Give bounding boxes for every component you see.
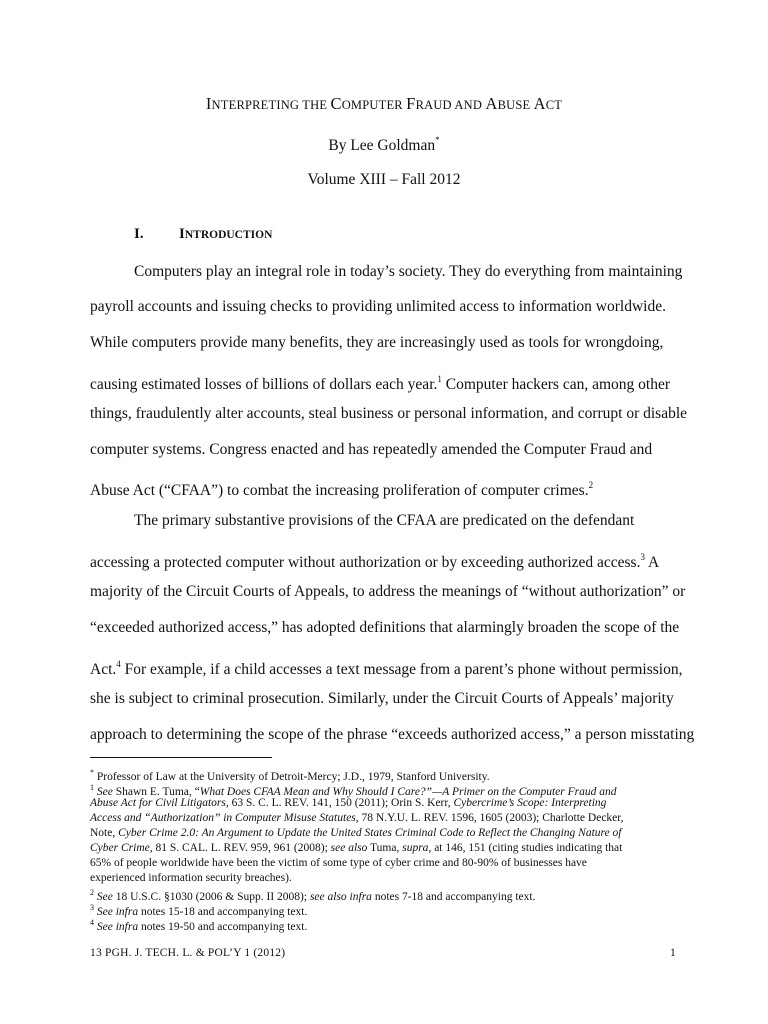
title-part: I	[205, 94, 212, 113]
footnote-text: See infra	[96, 921, 139, 933]
footnote-text: Cyber Crime	[90, 842, 150, 854]
body-line	[90, 547, 659, 573]
title-part: A	[485, 94, 498, 113]
footnote-divider	[90, 757, 272, 758]
footnote-4	[90, 916, 690, 935]
title-part: NTERPRETING THE	[211, 98, 331, 112]
title-part: CT	[545, 98, 563, 112]
footnote-text: notes 15-18 and accompanying text.	[138, 906, 308, 918]
footnote-text: supra	[402, 842, 429, 854]
body-line	[90, 475, 593, 501]
footnote-1-line	[90, 811, 690, 826]
body-line: approach to determining the scope of the phrase “exceeds authorized access,” a person misstating	[90, 726, 695, 743]
body-line: computer systems. Congress enacted and has repeatedly amended the Computer Fraud and	[90, 441, 653, 458]
body-line: The primary substantive provisions of the CFAA are predicated on the defendant	[134, 512, 635, 529]
page-number: 1	[670, 947, 676, 959]
author-footnote-mark: *	[435, 135, 440, 145]
footnote-ref[interactable]: 1	[437, 374, 442, 384]
body-line: she is subject to criminal prosecution. Similarly, under the Circuit Courts of Appeals’ majority	[90, 690, 674, 707]
section-heading	[134, 226, 272, 243]
body-text: Computer hackers can, among other	[441, 376, 670, 393]
footnote-ref[interactable]: 4	[116, 659, 121, 669]
footnote-text: 18 U.S.C. §1030 (2006 & Supp. II 2008);	[112, 891, 310, 903]
footnote-text: notes 7-18 and accompanying text.	[371, 891, 536, 903]
body-text: accessing a protected computer without authorization or by exceeding authorized access.	[90, 554, 641, 571]
title-part: A	[533, 94, 546, 113]
footnote-text: Tuma,	[367, 842, 403, 854]
footnote-text: Shawn E. Tuma, “	[112, 786, 200, 798]
author-name: By Lee Goldman	[328, 137, 436, 154]
title-part: C	[330, 94, 342, 113]
body-text: causing estimated losses of billions of dollars each year.	[90, 376, 438, 393]
body-line: majority of the Circuit Courts of Appeals, to address the meanings of “without authorization” or	[90, 583, 686, 600]
footnote-text: See infra	[96, 906, 139, 918]
footnote-1-line	[90, 841, 690, 856]
section-number: I.	[134, 226, 144, 242]
footnote-text: , 78 N.Y.U. L. REV. 1596, 1605 (2003); Charlotte Decker,	[355, 812, 624, 824]
footnote-1-line: experienced information security breaches).	[90, 872, 292, 884]
section-title-cap: I	[179, 226, 185, 242]
footnote-text: , at 146, 151 (citing studies indicating that	[428, 842, 623, 854]
volume-line: Volume XIII – Fall 2012	[307, 171, 461, 188]
footnote-text: Cybercrime’s Scope: Interpreting	[453, 797, 607, 809]
body-line	[90, 654, 682, 680]
body-line: things, fraudulently alter accounts, steal business or personal information, and corrupt or disable	[90, 405, 688, 422]
section-title-rest: NTRODUCTION	[184, 229, 273, 241]
journal-citation: 13 PGH. J. TECH. L. & POL’Y 1 (2012)	[90, 947, 286, 959]
footnote-text: 63 S. C. L. REV. 141, 150 (2011); Orin S. Kerr,	[228, 797, 454, 809]
title-part: F	[406, 94, 416, 113]
footnote-mark: 3	[90, 903, 94, 912]
body-line	[90, 369, 670, 395]
footnote-text: see also	[330, 842, 368, 854]
footnote-text: Abuse Act for Civil Litigators,	[90, 797, 229, 809]
footnote-mark: *	[90, 768, 94, 777]
title-part: RAUD AND	[415, 98, 486, 112]
footnote-text: , 81 S. CAL. L. REV. 959, 961 (2008);	[149, 842, 331, 854]
footnote-text: Cyber Crime 2.0: An Argument to Update the United States Criminal Code to Reflect the Changing Nature of	[118, 827, 622, 839]
footnote-text: Professor of Law at the University of Detroit-Mercy; J.D., 1979, Stanford University.	[94, 771, 490, 783]
footnote-ref[interactable]: 2	[588, 480, 594, 490]
footnote-1-line: 65% of people worldwide have been the victim of some type of cyber crime and 80-90% of businesses have	[90, 857, 587, 869]
footnote-1-line	[90, 826, 690, 841]
article-title	[0, 94, 768, 114]
author-byline	[0, 135, 768, 155]
title-part: BUSE	[497, 98, 534, 112]
footnote-mark: 4	[90, 918, 94, 927]
footnote-mark: 2	[90, 888, 94, 897]
body-line: payroll accounts and issuing checks to providing unlimited access to information worldwide.	[90, 298, 666, 315]
body-line: Computers play an integral role in today’s society. They do everything from maintaining	[134, 263, 683, 280]
body-line: While computers provide many benefits, they are increasingly used as tools for wrongdoing,	[90, 334, 664, 351]
title-part: OMPUTER	[341, 98, 407, 112]
footnote-text: See	[96, 891, 113, 903]
footnote-text: Note,	[90, 827, 119, 839]
body-text: Act.	[90, 661, 117, 678]
body-text: A	[644, 554, 660, 571]
body-line: “exceeded authorized access,” has adopted definitions that alarmingly broaden the scope of the	[90, 619, 680, 636]
footnote-text: See	[96, 786, 113, 798]
footnote-1-line	[90, 796, 690, 811]
body-text: For example, if a child accesses a text message from a parent’s phone without permission,	[120, 661, 683, 678]
footnote-mark: 1	[90, 783, 94, 792]
footnote-ref[interactable]: 3	[640, 552, 645, 562]
footnote-text: notes 19-50 and accompanying text.	[138, 921, 308, 933]
footnote-text: see also infra	[309, 891, 372, 903]
footnote-text: Access and “Authorization” in Computer Misuse Statutes	[90, 812, 356, 824]
footnote-text: What Does CFAA Mean and Why Should I Care?”—A Primer on the Computer Fraud and	[199, 786, 617, 798]
body-text: Abuse Act (“CFAA”) to combat the increasing proliferation of computer crimes.	[90, 482, 589, 499]
